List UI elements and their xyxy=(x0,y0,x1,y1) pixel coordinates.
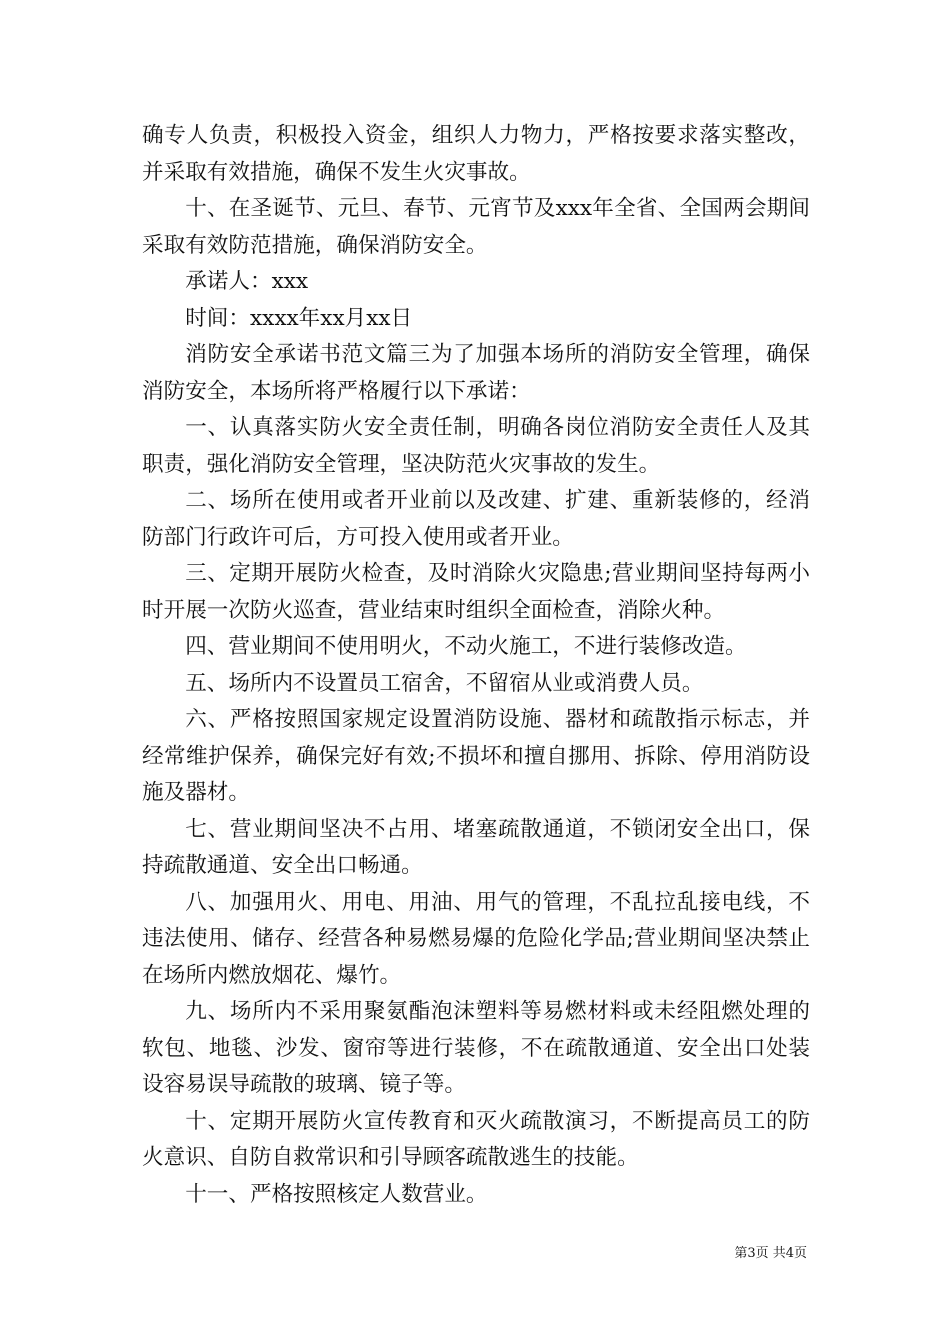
paragraph-item-7: 七、营业期间坚决不占用、堵塞疏散通道，不锁闭安全出口，保持疏散通道、安全出口畅通。 xyxy=(142,816,810,878)
paragraph-item-5: 五、场所内不设置员工宿舍，不留宿从业或消费人员。 xyxy=(185,670,704,696)
paragraph-1: 确专人负责，积极投入资金，组织人力物力，严格按要求落实整改，并采取有效措施，确保不发生火灾事故。 xyxy=(142,123,810,185)
paragraph-2: 十、在圣诞节、元旦、春节、元宵节及xxx年全省、全国两会期间采取有效防范措施，确保消防安全。 xyxy=(142,196,810,258)
paragraph-item-3: 三、定期开展防火检查，及时消除火灾隐患;营业期间坚持每两小时开展一次防火巡查，营业结束时组织全面检查，消除火种。 xyxy=(142,561,810,623)
paragraph-item-2: 二、场所在使用或者开业前以及改建、扩建、重新装修的，经消防部门行政许可后，方可投入使用或者开业。 xyxy=(142,488,810,550)
paragraph-item-10: 十、定期开展防火宣传教育和灭火疏散演习，不断提高员工的防火意识、自防自救常识和引导顾客疏散逃生的技能。 xyxy=(142,1108,810,1170)
paragraph-item-4: 四、营业期间不使用明火，不动火施工，不进行装修改造。 xyxy=(185,634,747,659)
page-number-footer: 第3页 共4页 xyxy=(734,1246,807,1261)
paragraph-intro-3: 消防安全承诺书范文篇三为了加强本场所的消防安全管理，确保消防安全，本场所将严格履行以下承诺： xyxy=(142,342,810,404)
paragraph-item-8: 八、加强用火、用电、用油、用气的管理，不乱拉乱接电线，不违法使用、储存、经营各种易燃易爆的危险化学品;营业期间坚决禁止在场所内燃放烟花、爆竹。 xyxy=(142,889,810,988)
paragraph-item-11: 十一、严格按照核定人数营业。 xyxy=(185,1181,488,1207)
paragraph-item-6: 六、严格按照国家规定设置消防设施、器材和疏散指示标志，并经常维护保养，确保完好有效;不损坏和擅自挪用、拆除、停用消防设施及器材。 xyxy=(142,707,810,805)
paragraph-item-1: 一、认真落实防火安全责任制，明确各岗位消防安全责任人及其职责，强化消防安全管理，坚决防范火灾事故的发生。 xyxy=(142,415,810,477)
date-line: 时间：xxxx年xx月xx日 xyxy=(185,305,413,331)
promisor-line: 承诺人：xxx xyxy=(185,269,309,294)
paragraph-item-9: 九、场所内不采用聚氨酯泡沫塑料等易燃材料或未经阻燃处理的软包、地毯、沙发、窗帘等进行装修，不在疏散通道、安全出口处装设容易误导疏散的玻璃、镜子等。 xyxy=(142,999,810,1097)
document-body xyxy=(142,118,810,1213)
